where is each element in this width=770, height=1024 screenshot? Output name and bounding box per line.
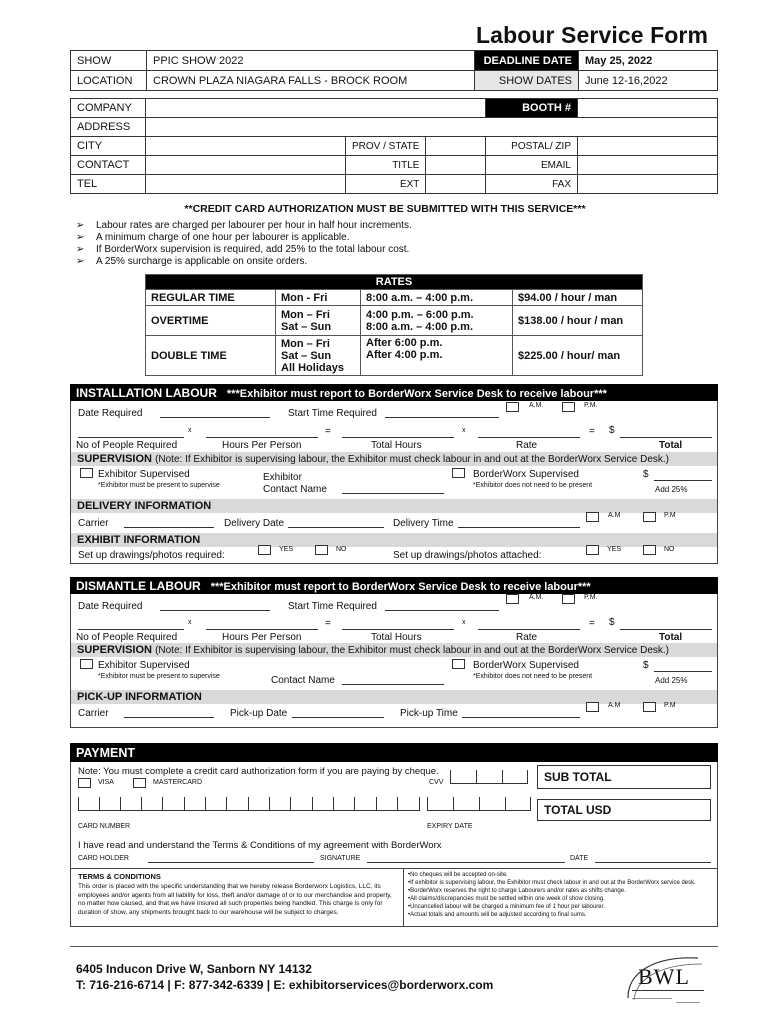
dismantle-people-field[interactable] xyxy=(78,620,184,630)
delivery-carrier-field[interactable] xyxy=(124,518,214,528)
install-people-field[interactable] xyxy=(78,428,184,438)
show-value[interactable]: PPIC SHOW 2022 xyxy=(147,51,475,71)
pickup-am-checkbox[interactable] xyxy=(586,702,599,712)
list-item: •All claims/discrepancies must be settled within one week of show closing. xyxy=(408,896,605,902)
install-total-hours-field[interactable] xyxy=(342,428,454,438)
visa-checkbox[interactable] xyxy=(78,778,91,788)
card-digit-divider xyxy=(141,797,142,811)
card-digit-divider xyxy=(248,797,249,811)
expiry-divider xyxy=(479,797,480,811)
email-label: EMAIL xyxy=(486,156,578,175)
install-contact-name-field[interactable] xyxy=(342,484,444,494)
rate-name: REGULAR TIME xyxy=(146,290,276,306)
dismantle-hours-field[interactable] xyxy=(206,620,318,630)
show-dates-label: SHOW DATES xyxy=(475,71,579,91)
install-hours-field[interactable] xyxy=(206,428,318,438)
company-info-table xyxy=(70,98,718,194)
prov-field[interactable] xyxy=(426,137,486,156)
arrow-bullet-icon: ➢ xyxy=(76,256,85,267)
install-rate-field[interactable] xyxy=(478,428,580,438)
dismantle-supervision-bar: SUPERVISION (Note: If Exhibitor is supervising labour, the Exhibitor must check labour in and out at the BorderWorx Service Desk.) xyxy=(71,643,717,657)
dismantle-total-hours-field[interactable] xyxy=(342,620,454,630)
company-field[interactable] xyxy=(146,99,486,118)
drawings-attached-yes-checkbox[interactable] xyxy=(586,545,599,555)
dismantle-am-checkbox[interactable] xyxy=(506,594,519,604)
rate-price: $138.00 / hour / man xyxy=(513,306,643,336)
terms-text: This order is placed with the specific understanding that we hereby release Borderworx Logistics, LLC, its employees and/or agents from all liability for loss, theft and/or damage of or to our merchandise and property, no matter how caused, and that we have insured all such properties being handled. This charge is only for duration of show, any shipments brought back to our warehouse will be subject to charges. xyxy=(78,883,392,916)
drawings-required-no-checkbox[interactable] xyxy=(315,545,328,555)
install-pm-checkbox[interactable] xyxy=(562,402,575,412)
delivery-date-field[interactable] xyxy=(288,518,384,528)
dismantle-pm-checkbox[interactable] xyxy=(562,594,575,604)
card-digit-divider xyxy=(162,797,163,811)
dismantle-total-field[interactable] xyxy=(620,620,712,630)
address-field[interactable] xyxy=(146,118,718,137)
company-label: COMPANY xyxy=(71,99,146,118)
expiry-divider xyxy=(453,797,454,811)
cvv-field[interactable] xyxy=(450,770,528,784)
date-required-label: Date Required xyxy=(78,408,143,419)
card-digit-divider xyxy=(333,797,334,811)
rate-name: DOUBLE TIME xyxy=(146,336,276,376)
pickup-time-field[interactable] xyxy=(462,708,580,718)
list-item: ➢ Labour rates are charged per labourer per hour in half hour increments. xyxy=(76,220,412,231)
city-field[interactable] xyxy=(146,137,346,156)
form-title: Labour Service Form xyxy=(476,22,708,48)
show-label: SHOW xyxy=(71,51,147,71)
booth-label: BOOTH # xyxy=(486,99,578,118)
postal-label: POSTAL/ ZIP xyxy=(486,137,578,156)
contact-field[interactable] xyxy=(146,156,346,175)
card-digit-divider xyxy=(376,797,377,811)
fax-label: FAX xyxy=(486,175,578,194)
card-digit-divider xyxy=(184,797,185,811)
show-dates-value[interactable]: June 12-16,2022 xyxy=(579,71,718,91)
expiry-divider xyxy=(505,797,506,811)
footer-divider xyxy=(70,946,718,947)
deadline-label: DEADLINE DATE xyxy=(475,51,579,71)
dismantle-rate-field[interactable] xyxy=(478,620,580,630)
list-item: ➢ A minimum charge of one hour per labourer is applicable. xyxy=(76,232,350,243)
terms-column-divider xyxy=(403,868,404,926)
list-item: •No cheques will be accepted on-site. xyxy=(408,872,508,878)
booth-field[interactable] xyxy=(578,99,718,118)
arrow-bullet-icon: ➢ xyxy=(76,220,85,231)
contact-label: CONTACT xyxy=(71,156,146,175)
mastercard-checkbox[interactable] xyxy=(133,778,146,788)
start-time-label: Start Time Required xyxy=(288,408,377,419)
tel-field[interactable] xyxy=(146,175,346,194)
dismantle-exhibitor-supervised-checkbox[interactable] xyxy=(80,659,93,669)
credit-card-notice: **CREDIT CARD AUTHORIZATION MUST BE SUBMITTED WITH THIS SERVICE*** xyxy=(184,203,586,215)
arrow-bullet-icon: ➢ xyxy=(76,232,85,243)
signature-field[interactable] xyxy=(367,853,565,863)
rate-hours: After 6:00 p.m. After 4:00 p.m. xyxy=(361,336,513,376)
rate-days: Mon – Fri Sat – Sun xyxy=(276,306,361,336)
install-exhibitor-supervised-checkbox[interactable] xyxy=(80,468,93,478)
rate-price: $225.00 / hour/ man xyxy=(513,336,643,376)
drawings-attached-no-checkbox[interactable] xyxy=(643,545,656,555)
footer-address: 6405 Inducon Drive W, Sanborn NY 14132 xyxy=(76,962,312,976)
logo-text: BWL xyxy=(638,964,690,989)
pickup-pm-checkbox[interactable] xyxy=(643,702,656,712)
delivery-info-bar: DELIVERY INFORMATION xyxy=(71,499,717,513)
install-total-field[interactable] xyxy=(620,428,712,438)
install-bw-supervised-checkbox[interactable] xyxy=(452,468,465,478)
postal-field[interactable] xyxy=(578,137,718,156)
location-label: LOCATION xyxy=(71,71,147,91)
rate-hours: 8:00 a.m. – 4:00 p.m. xyxy=(361,290,513,306)
rate-price: $94.00 / hour / man xyxy=(513,290,643,306)
card-number-field[interactable] xyxy=(78,797,420,811)
fax-field[interactable] xyxy=(578,175,718,194)
ext-label: EXT xyxy=(346,175,426,194)
card-digit-divider xyxy=(226,797,227,811)
dismantle-start-time-field[interactable] xyxy=(385,601,499,611)
rate-days: Mon - Fri xyxy=(276,290,361,306)
card-digit-divider xyxy=(205,797,206,811)
sub-total-box[interactable]: SUB TOTAL xyxy=(537,765,711,789)
rate-hours: 4:00 p.m. – 6:00 p.m. 8:00 a.m. – 4:00 p.m. xyxy=(361,306,513,336)
tel-label: TEL xyxy=(71,175,146,194)
rates-table xyxy=(145,274,643,376)
rate-notes-list xyxy=(76,220,412,268)
dismantle-bw-supervised-checkbox[interactable] xyxy=(452,659,465,669)
pickup-info-bar: PICK-UP INFORMATION xyxy=(71,690,717,704)
card-digit-divider xyxy=(312,797,313,811)
ext-field[interactable] xyxy=(426,175,486,194)
dismantle-date-field[interactable] xyxy=(160,601,270,611)
policies-list xyxy=(408,871,716,919)
list-item: ➢ A 25% surcharge is applicable on onsite orders. xyxy=(76,256,308,267)
dismantle-contact-name-field[interactable] xyxy=(342,675,444,685)
footer-contact xyxy=(76,961,493,993)
installation-bar: INSTALLATION LABOUR ***Exhibitor must report to BorderWorx Service Desk to receive labour*** xyxy=(70,384,718,401)
email-field[interactable] xyxy=(578,156,718,175)
cvv-divider xyxy=(476,770,477,784)
terms-divider xyxy=(70,868,718,869)
pickup-date-field[interactable] xyxy=(292,708,384,718)
title-label: TITLE xyxy=(346,156,426,175)
dismantle-bar: DISMANTLE LABOUR ***Exhibitor must report to BorderWorx Service Desk to receive labour*** xyxy=(70,577,718,594)
delivery-time-field[interactable] xyxy=(458,518,580,528)
list-item: •BorderWorx reserves the right to charge Labourers and/or rates as shifts change. xyxy=(408,888,626,894)
rate-days: Mon – Fri Sat – Sun All Holidays xyxy=(276,336,361,376)
rates-heading: RATES xyxy=(146,275,643,290)
terms-title: TERMS & CONDITIONS xyxy=(78,872,161,881)
list-item: ➢ If BorderWorx supervision is required, add 25% to the total labour cost. xyxy=(76,244,410,255)
card-digit-divider xyxy=(120,797,121,811)
list-item: •If exhibitor is supervising labour, the Exhibitor must check labour in and out at the BorderWorx service desk. xyxy=(408,880,696,886)
card-digit-divider xyxy=(99,797,100,811)
install-am-checkbox[interactable] xyxy=(506,402,519,412)
drawings-required-yes-checkbox[interactable] xyxy=(258,545,271,555)
location-value[interactable]: CROWN PLAZA NIAGARA FALLS - BROCK ROOM xyxy=(147,71,475,91)
city-label: CITY xyxy=(71,137,146,156)
address-label: ADDRESS xyxy=(71,118,146,137)
dismantle-supervision-amount-field[interactable] xyxy=(654,662,712,672)
payment-date-field[interactable] xyxy=(595,853,711,863)
card-holder-field[interactable] xyxy=(148,853,314,863)
install-supervision-bar: SUPERVISION (Note: If Exhibitor is supervising labour, the Exhibitor must check labour in and out at the BorderWorx Service Desk.) xyxy=(71,452,717,466)
cvv-divider xyxy=(502,770,503,784)
footer-phone-email: T: 716-216-6714 | F: 877-342-6339 | E: exhibitorservices@borderworx.com xyxy=(76,978,494,992)
install-date-field[interactable] xyxy=(160,408,270,418)
list-item: •Uncancelled labour will be charged a minimum fee of 1 hour per labourer. xyxy=(408,904,605,910)
card-digit-divider xyxy=(269,797,270,811)
deadline-value[interactable]: May 25, 2022 xyxy=(579,51,718,71)
pickup-carrier-field[interactable] xyxy=(124,708,214,718)
bwl-logo xyxy=(618,950,718,1010)
delivery-pm-checkbox[interactable] xyxy=(643,512,656,522)
total-usd-box[interactable]: TOTAL USD xyxy=(537,799,711,821)
arrow-bullet-icon: ➢ xyxy=(76,244,85,255)
list-item: •Actual totals and amounts will be adjusted according to final sums. xyxy=(408,912,587,918)
card-digit-divider xyxy=(290,797,291,811)
delivery-am-checkbox[interactable] xyxy=(586,512,599,522)
exhibit-info-bar: EXHIBIT INFORMATION xyxy=(71,533,717,547)
card-digit-divider xyxy=(354,797,355,811)
payment-bar: PAYMENT xyxy=(70,743,718,762)
install-start-time-field[interactable] xyxy=(385,408,499,418)
card-digit-divider xyxy=(397,797,398,811)
install-supervision-amount-field[interactable] xyxy=(654,471,712,481)
prov-label: PROV / STATE xyxy=(346,137,426,156)
rate-name: OVERTIME xyxy=(146,306,276,336)
title-field[interactable] xyxy=(426,156,486,175)
show-info-table xyxy=(70,50,718,91)
